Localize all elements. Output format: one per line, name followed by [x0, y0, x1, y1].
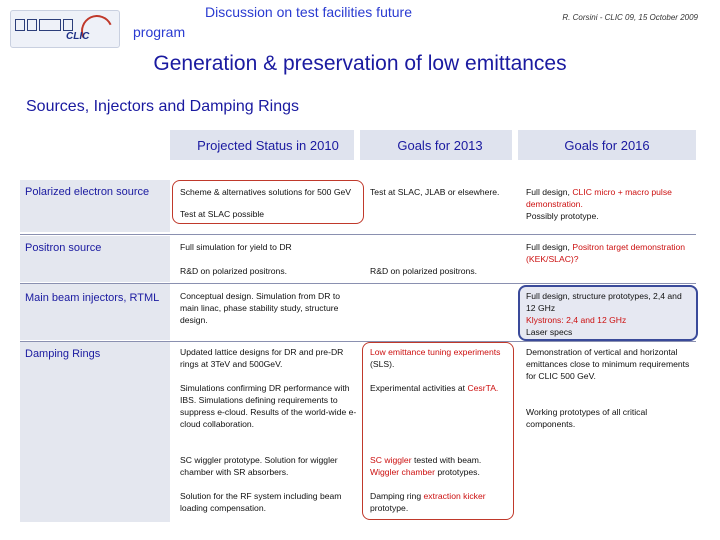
damping-goal-2013-2: Experimental activities at CesrTA. [370, 383, 499, 393]
polarized-goal-2013: Test at SLAC, JLAB or elsewhere. [370, 187, 500, 197]
column-header-2016: Goals for 2016 [564, 138, 650, 153]
row-divider [20, 234, 696, 235]
row-label-injectors: Main beam injectors, RTML [25, 292, 160, 304]
damping-status-2: Simulations confirming DR performance with IBS. Simulations defining requirements to suppress e-cloud. Results of the world-wide e-cloud collaboration. [180, 383, 357, 429]
accelerator-diagram-icon [15, 19, 75, 31]
damping-goal-2013-4: Damping ring extraction kicker prototype. [370, 491, 486, 513]
positron-status-2: R&D on polarized positrons. [180, 266, 287, 276]
row-divider [20, 283, 696, 284]
row-label-damping: Damping Rings [25, 348, 101, 360]
polarized-goal-2016: Full design, CLIC micro + macro pulse demonstration. Possibly prototype. [526, 187, 672, 221]
slide-subtitle: Sources, Injectors and Damping Rings [26, 98, 300, 115]
column-header-2013: Goals for 2013 [397, 138, 483, 153]
polarized-status-2: Test at SLAC possible [180, 209, 265, 219]
positron-goal-2013: R&D on polarized positrons. [370, 266, 477, 276]
author-note: R. Corsini - CLIC 09, 15 October 2009 [562, 13, 698, 22]
row-bg-damping [20, 342, 170, 522]
damping-status-4: Solution for the RF system including beam loading compensation. [180, 491, 342, 513]
damping-goal-2016-2: Working prototypes of all critical components. [526, 407, 648, 429]
positron-status-1: Full simulation for yield to DR [180, 242, 292, 252]
positron-goal-2016: Full design, Positron target demonstration (KEK/SLAC)? [526, 242, 686, 264]
slide-title: Generation & preservation of low emittances [153, 52, 567, 75]
row-divider [20, 341, 696, 342]
injectors-status: Conceptual design. Simulation from DR to main linac, phase stability study, structure design. [180, 291, 341, 325]
injectors-goal-2016: Full design, structure prototypes, 2,4 and 12 GHz Klystrons: 2,4 and 12 GHz Laser specs [526, 291, 682, 337]
damping-goal-2013-3: SC wiggler tested with beam. Wiggler chamber prototypes. [370, 455, 482, 477]
damping-status-1: Updated lattice designs for DR and pre-DR rings at 3TeV and 500GeV. [180, 347, 344, 369]
damping-goal-2016-1: Demonstration of vertical and horizontal emittances close to minimum requirements for CLIC 500 GeV. [526, 347, 690, 381]
row-label-polarized: Polarized electron source [25, 186, 150, 198]
polarized-status-1: Scheme & alternatives solutions for 500 GeV [180, 187, 352, 197]
program-title: Discussion on test facilities future [205, 4, 412, 20]
program-label: program [133, 24, 186, 40]
logo-text: CLIC [66, 31, 90, 42]
damping-status-3: SC wiggler prototype. Solution for wiggler chamber with SR absorbers. [180, 455, 338, 477]
damping-goal-2013-1: Low emittance tuning experiments (SLS). [370, 347, 501, 369]
clic-logo [10, 10, 120, 48]
row-label-positron: Positron source [25, 242, 102, 254]
column-header-2010: Projected Status in 2010 [197, 138, 339, 153]
